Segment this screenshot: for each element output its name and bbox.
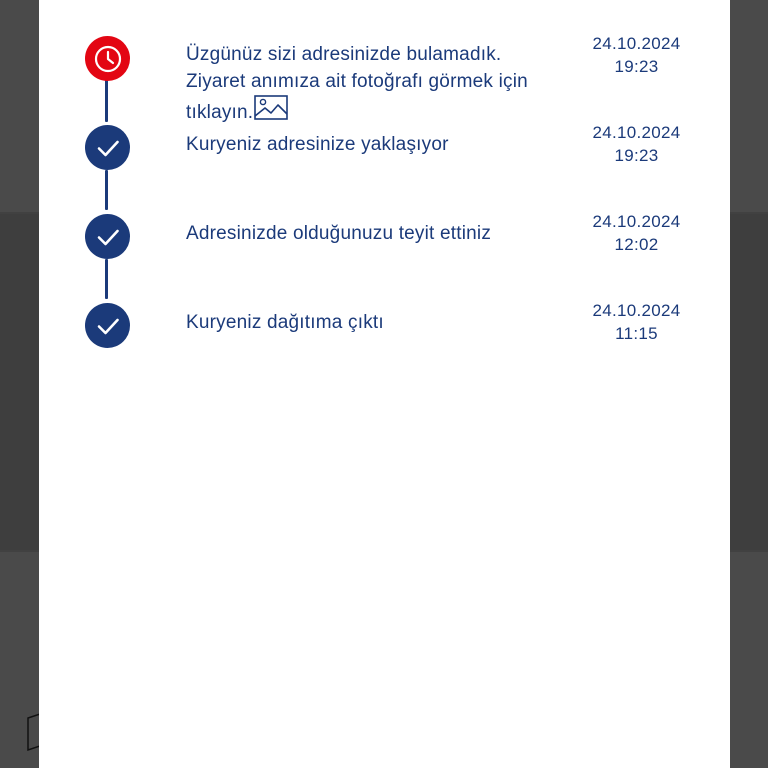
event-timestamp xyxy=(574,32,699,78)
event-date: 24.10.2024 xyxy=(592,301,681,320)
event-message: Kuryeniz adresinize yaklaşıyor xyxy=(186,134,449,155)
event-timestamp xyxy=(574,299,699,345)
checkmark-icon xyxy=(95,313,121,339)
clock-icon xyxy=(93,44,123,74)
timeline-connector xyxy=(105,259,108,299)
checkmark-icon xyxy=(95,135,121,161)
status-done-badge xyxy=(85,303,130,348)
event-message: Adresinizde olduğunuzu teyit ettiniz xyxy=(186,223,492,244)
delivery-history-sheet xyxy=(39,0,730,768)
status-failed-badge xyxy=(85,36,130,81)
event-timestamp xyxy=(574,210,699,256)
status-done-badge xyxy=(85,125,130,170)
checkmark-icon xyxy=(95,224,121,250)
timeline-connector xyxy=(105,79,108,122)
event-message[interactable]: Üzgünüz sizi adresinizde bulamadık. Ziyaret anımıza ait fotoğrafı görmek için tıklayın. xyxy=(186,44,528,123)
event-time: 11:15 xyxy=(615,324,658,343)
event-date: 24.10.2024 xyxy=(592,34,681,53)
event-time: 19:23 xyxy=(614,146,659,165)
timeline-connector xyxy=(105,170,108,210)
event-timestamp xyxy=(574,121,699,167)
event-time: 19:23 xyxy=(614,57,659,76)
event-message: Kuryeniz dağıtıma çıktı xyxy=(186,312,384,333)
event-date: 24.10.2024 xyxy=(592,123,681,142)
status-done-badge xyxy=(85,214,130,259)
event-description[interactable] xyxy=(186,41,566,126)
event-date: 24.10.2024 xyxy=(592,212,681,231)
image-icon[interactable] xyxy=(254,95,288,120)
event-time: 12:02 xyxy=(614,235,659,254)
